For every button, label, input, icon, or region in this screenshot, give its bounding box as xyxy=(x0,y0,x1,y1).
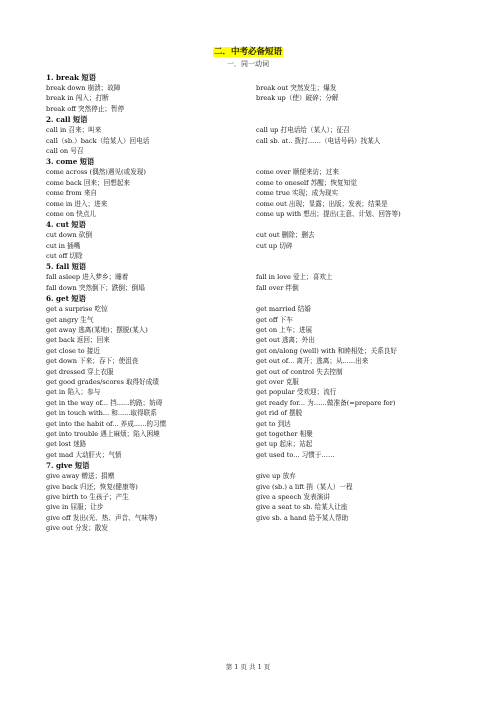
phrase-left: get away 逃离(某地)；摆脱(某人) xyxy=(46,326,148,335)
phrase-left: come on 快点儿 xyxy=(46,209,97,218)
phrase-left: give off 发出(光、热、声音、气味等) xyxy=(46,513,158,522)
phrase-left: give out 分发；散发 xyxy=(46,524,108,533)
phrase-row xyxy=(46,315,466,325)
section-heading: 7. give 短语 xyxy=(46,461,90,471)
phrase-right: fall over 绊倒 xyxy=(256,283,299,292)
phrase-left: come from 来自 xyxy=(46,189,98,198)
phrase-row xyxy=(46,419,466,429)
phrase-list xyxy=(46,72,466,533)
phrase-left: fall asleep 进入梦乡；睡着 xyxy=(46,273,129,282)
phrase-right: get married 结婚 xyxy=(256,305,311,314)
phrase-right: come to oneself 苏醒；恢复知觉 xyxy=(256,178,357,187)
phrase-left: call（sb.）back（给某人）回电话 xyxy=(46,136,150,145)
phrase-row xyxy=(46,429,466,439)
phrase-right: give sb. a hand 给予某人帮助 xyxy=(256,513,349,522)
phrase-right: get rid of 摆脱 xyxy=(256,409,303,418)
phrase-right: get out 逃离；外出 xyxy=(256,336,315,345)
phrase-left: get into trouble 遇上麻烦；陷入困境 xyxy=(46,429,160,438)
phrase-row xyxy=(46,335,466,345)
phrase-row xyxy=(46,167,466,177)
phrase-left: get close to 接近 xyxy=(46,346,100,355)
phrase-row xyxy=(46,492,466,502)
phrase-right: get used to... 习惯于…… xyxy=(256,450,335,459)
phrase-right: get together 相聚 xyxy=(256,429,313,438)
phrase-left: get in the way of... 挡......的路；妨碍 xyxy=(46,398,163,407)
phrase-right: get out of control 失去控制 xyxy=(256,367,343,376)
phrase-left: get down 下来；吞下；使沮丧 xyxy=(46,357,139,366)
section-heading: 1. break 短语 xyxy=(46,73,96,82)
phrase-left: cut down 砍倒 xyxy=(46,231,93,240)
phrase-row xyxy=(46,408,466,418)
phrase-row xyxy=(46,178,466,188)
phrase-row xyxy=(46,439,466,449)
phrase-row xyxy=(46,398,466,408)
phrase-left: cut off 切除 xyxy=(46,252,83,261)
phrase-row xyxy=(46,304,466,314)
phrase-right xyxy=(256,104,466,114)
page-subtitle: 一．同一动词 xyxy=(227,60,269,68)
phrase-right: give a speech 发表演讲 xyxy=(256,492,330,501)
phrase-right: call up 打电话给（某人）；征召 xyxy=(256,126,350,135)
section-heading: 6. get 短语 xyxy=(46,294,86,304)
phrase-left: give in 屈服；让步 xyxy=(46,503,104,512)
phrase-left: get in 陷入；参与 xyxy=(46,388,101,397)
phrase-row xyxy=(46,209,466,219)
phrase-row xyxy=(46,482,466,492)
phrase-right: give a seat to sb. 给某人让座 xyxy=(256,503,348,512)
phrase-right: break out 突然发生；爆发 xyxy=(256,84,337,92)
phrase-right xyxy=(256,523,466,533)
phrase-left: break in 闯入；打断 xyxy=(46,94,109,103)
phrase-row xyxy=(46,513,466,523)
phrase-left: get angry 生气 xyxy=(46,315,94,324)
phrase-row xyxy=(46,450,466,460)
phrase-row xyxy=(46,325,466,335)
phrase-right: come out 出现；显露；出版；发表；结果是 xyxy=(256,199,388,208)
phrase-row xyxy=(46,367,466,377)
phrase-left: cut in 插嘴 xyxy=(46,241,81,250)
phrase-right: get ready for... 为……做准备(=prepare for) xyxy=(256,398,396,407)
phrase-right: get over 克服 xyxy=(256,377,299,386)
phrase-left: get lost 迷路 xyxy=(46,440,87,449)
phrase-row xyxy=(46,272,466,282)
phrase-right: come over 顺便来访；过来 xyxy=(256,168,339,177)
phrase-right: get popular 受欢迎；流行 xyxy=(256,388,337,397)
phrase-left: get in touch with... 和......取得联系 xyxy=(46,409,157,418)
phrase-right: get up 起床；站起 xyxy=(256,440,313,449)
phrase-row xyxy=(46,241,466,251)
phrase-right: get to 到达 xyxy=(256,419,291,428)
phrase-left: call on 号召 xyxy=(46,146,84,155)
phrase-row xyxy=(46,136,466,146)
phrase-left: get into the habit of... 养成......的习惯 xyxy=(46,419,167,428)
phrase-right: give up 放弃 xyxy=(256,472,296,481)
phrase-right: call sb. at.. 拨打……（电话号码）找某人 xyxy=(256,136,381,145)
section-heading: 4. cut 短语 xyxy=(46,220,86,230)
page-title-text: 二．中考必备短语 xyxy=(213,47,282,57)
phrase-right: get on 上车；进展 xyxy=(256,326,313,335)
phrase-left: come in 进入；进来 xyxy=(46,199,108,208)
page-title xyxy=(0,47,496,58)
phrase-left: fall down 突然倒下；跌倒；倒塌 xyxy=(46,283,145,292)
phrase-row xyxy=(46,471,466,481)
phrase-right: get off 下车 xyxy=(256,315,293,324)
phrase-row xyxy=(46,502,466,512)
phrase-left: get good grades/scores 取得好成绩 xyxy=(46,377,159,386)
phrase-row xyxy=(46,523,466,533)
phrase-right xyxy=(256,251,466,261)
phrase-left: come across (偶然)遇见(或发现) xyxy=(46,168,146,177)
phrase-right: fall in love 爱上；喜欢上 xyxy=(256,273,333,282)
phrase-left: get dressed 穿上衣服 xyxy=(46,367,114,376)
phrase-left: give away 赠送；捐赠 xyxy=(46,472,115,481)
phrase-right: get on/along (well) with 和睦相处；关系良好 xyxy=(256,346,397,355)
phrase-row xyxy=(46,346,466,356)
phrase-right: come up with 想出；提出(主意、计划、回答等) xyxy=(256,209,401,218)
phrase-left: get a surprise 吃惊 xyxy=(46,305,108,314)
phrase-left: break off 突然停止；暂停 xyxy=(46,104,125,113)
phrase-row xyxy=(46,188,466,198)
section-heading: 5. fall 短语 xyxy=(46,262,87,272)
section-heading: 2. call 短语 xyxy=(46,115,88,125)
phrase-left: come back 回来；回想起来 xyxy=(46,178,131,187)
phrase-row xyxy=(46,387,466,397)
phrase-right: cut out 删除；删去 xyxy=(256,231,315,240)
phrase-row xyxy=(46,230,466,240)
phrase-row xyxy=(46,93,466,103)
phrase-row xyxy=(46,104,466,114)
phrase-left: get mad 大动肝火；气愤 xyxy=(46,450,122,459)
phrase-left: give birth to 生孩子；产生 xyxy=(46,492,129,501)
page-footer: 第 1 页 共 1 页 xyxy=(225,663,271,671)
phrase-right: get out of... 离开；逃离；从......出来 xyxy=(256,357,369,366)
phrase-left: give back 归还；恢复(健康等) xyxy=(46,482,138,491)
phrase-left: get back 返回；回来 xyxy=(46,336,110,345)
phrase-row xyxy=(46,199,466,209)
phrase-right: come true 实现；成为现实 xyxy=(256,189,339,198)
phrase-row xyxy=(46,377,466,387)
section-heading: 3. come 短语 xyxy=(46,157,95,167)
phrase-right: cut up 切碎 xyxy=(256,241,293,250)
phrase-left: break down 崩溃；故障 xyxy=(46,84,121,92)
phrase-right xyxy=(256,146,466,156)
phrase-row xyxy=(46,251,466,261)
phrase-row xyxy=(46,125,466,135)
phrase-row xyxy=(46,146,466,156)
phrase-row xyxy=(46,356,466,366)
phrase-row xyxy=(46,83,466,93)
phrase-row xyxy=(46,283,466,293)
phrase-right: give (sb.) a lift 捎（某人）一程 xyxy=(256,482,353,491)
phrase-right: break up（使）破碎；分解 xyxy=(256,94,339,103)
phrase-left: call in 召来；叫来 xyxy=(46,126,102,135)
